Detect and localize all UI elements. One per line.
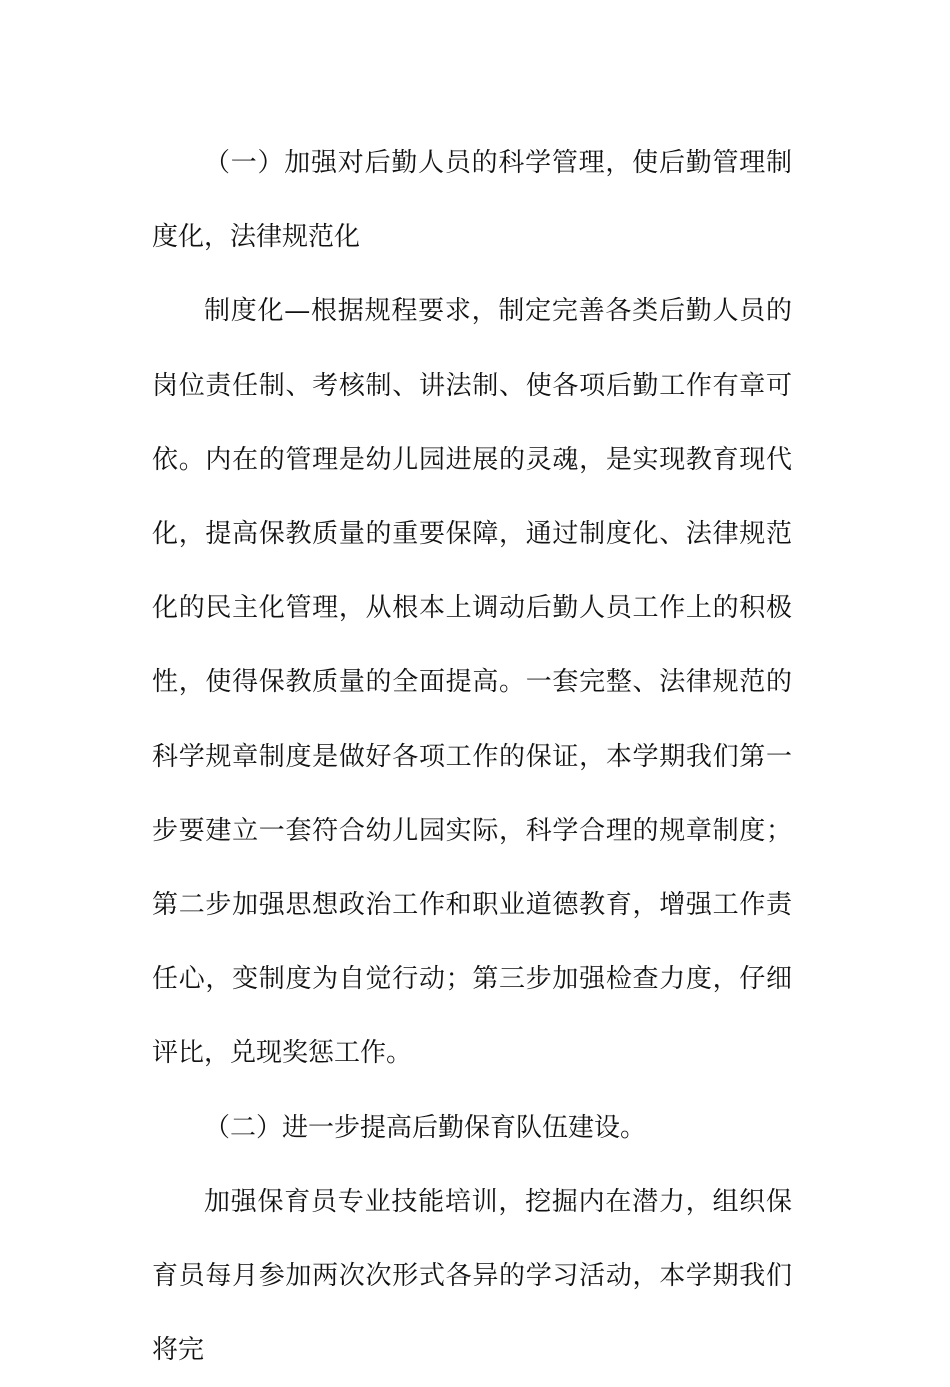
document-body xyxy=(152,126,792,1387)
section-heading-2: （二）进一步提高后勤保育队伍建设。 xyxy=(204,1112,647,1143)
body-paragraph-2: 加强保育员专业技能培训，挖掘内在潜力，组织保育员每月参加两次次形式各异的学习活动，本学期我们将完 xyxy=(152,1186,792,1366)
section-heading-1: （一）加强对后勤人员的科学管理，使后勤管理制度化，法律规范化 xyxy=(152,148,792,253)
body-paragraph-1: 制度化—根据规程要求，制定完善各类后勤人员的岗位责任制、考核制、讲法制、使各项后勤工作有章可依。内在的管理是幼儿园进展的灵魂，是实现教育现代化，提高保教质量的重要保障，通过制度化、法律规范化的民主化管理，从根本上调动后勤人员工作上的积极性，使得保教质量的全面提高。一套完整、法律规范的科学规章制度是做好各项工作的保证，本学期我们第一步要建立一套符合幼儿园实际，科学合理的规章制度；第二步加强思想政治工作和职业道德教育，增强工作责任心，变制度为自觉行动；第三步加强检查力度，仔细评比，兑现奖惩工作。 xyxy=(152,296,792,1069)
